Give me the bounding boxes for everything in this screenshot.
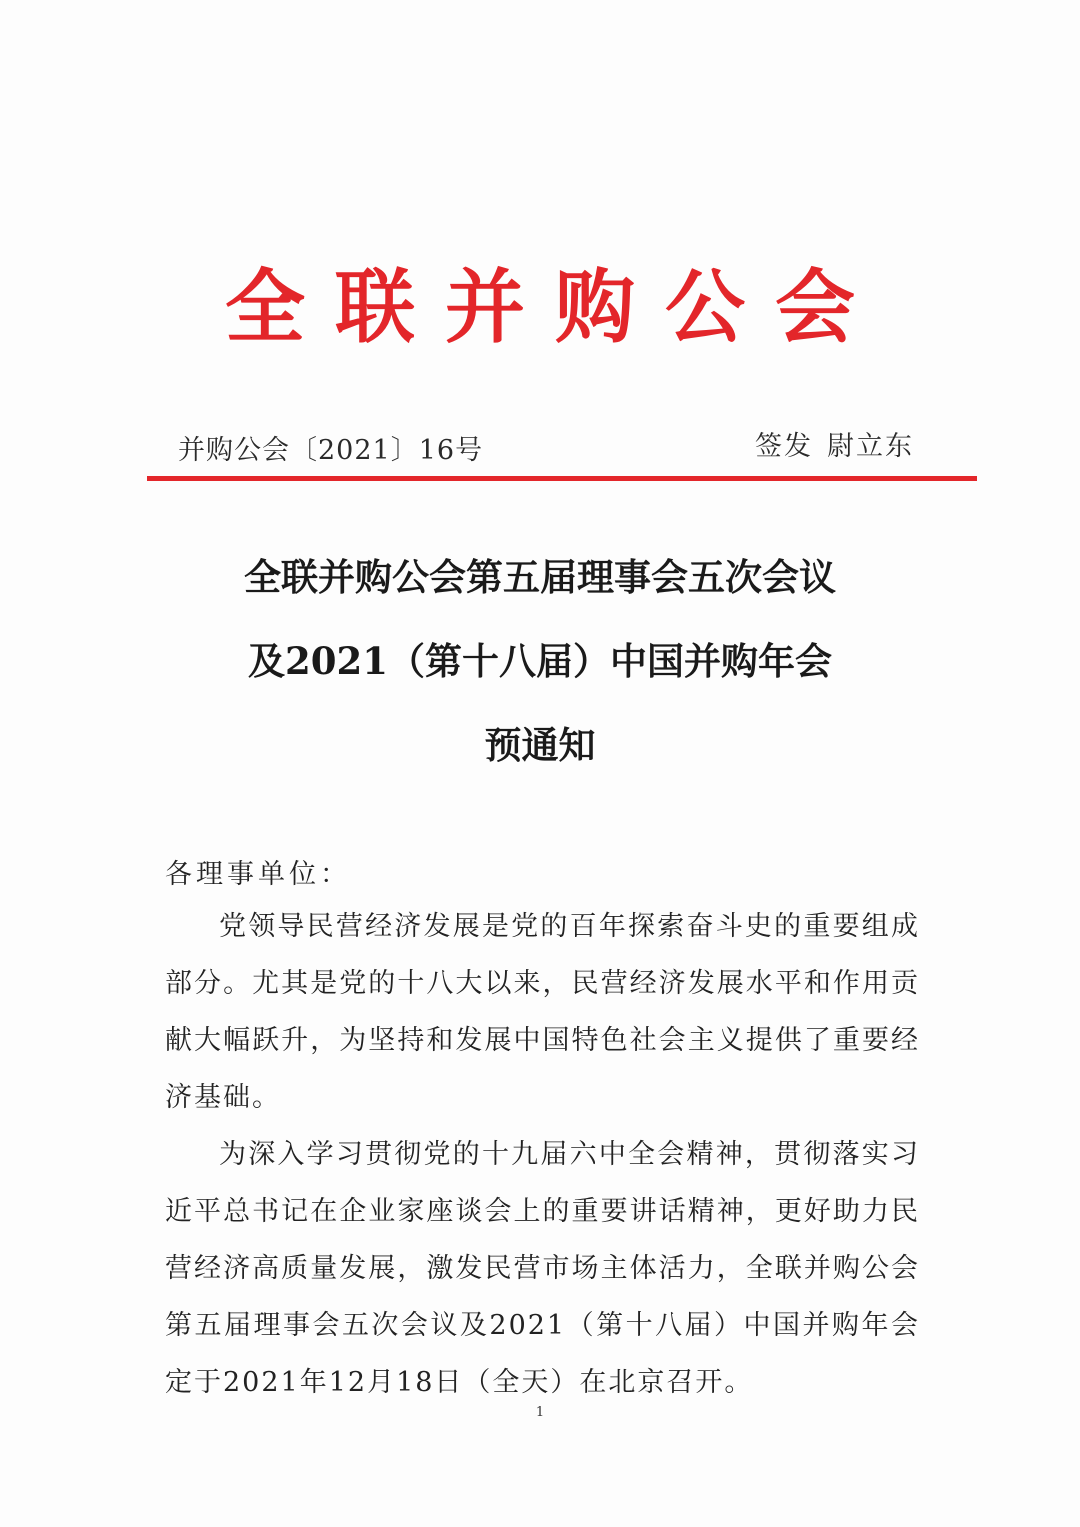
body-paragraph-1: 党领导民营经济发展是党的百年探索奋斗史的重要组成部分。尤其是党的十八大以来，民营经济发展水平和作用贡献大幅跃升，为坚持和发展中国特色社会主义提供了重要经济基础。 — [165, 911, 920, 1113]
document-title-line-2: 及2021（第十八届）中国并购年会 — [248, 639, 832, 683]
signer-name: 尉立东 — [827, 431, 914, 462]
salutation: 各理事单位： — [165, 859, 351, 890]
document-number: 并购公会〔2021〕16号 — [178, 435, 484, 466]
page-number: 1 — [535, 1405, 545, 1420]
document-title-line-1: 全联并购公会第五届理事会五次会议 — [244, 555, 836, 599]
body-paragraph-2: 为深入学习贯彻党的十九届六中全会精神，贯彻落实习近平总书记在企业家座谈会上的重要讲话精神，更好助力民营经济高质量发展，激发民营市场主体活力，全联并购公会第五届理事会五次会议及2021（第十八届）中国并购年会定于2021年12月18日（全天）在北京召开。 — [165, 1139, 920, 1398]
signer-label: 签发 — [755, 431, 813, 462]
organization-header: 全联并购公会 — [225, 261, 885, 354]
signer — [755, 424, 914, 463]
document-title-line-3: 预通知 — [484, 723, 596, 767]
red-header-rule — [147, 476, 977, 481]
